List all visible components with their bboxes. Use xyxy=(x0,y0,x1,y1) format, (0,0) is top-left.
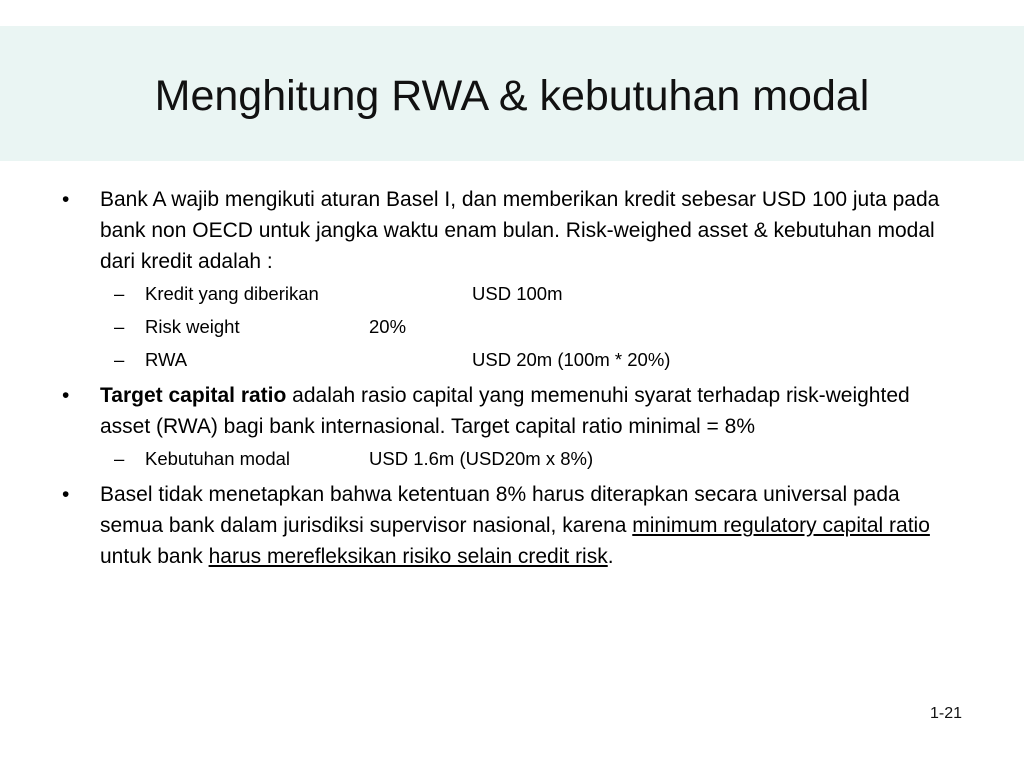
bullet-marker: • xyxy=(62,188,70,211)
sub-item-value: 20% xyxy=(369,316,407,337)
sub-item-value: USD 1.6m (USD20m x 8%) xyxy=(369,448,594,469)
bullet-text: . xyxy=(607,545,614,568)
sub-item-label: Kredit yang diberikan xyxy=(145,283,319,304)
sub-item-dash: – xyxy=(114,349,125,370)
sub-item-risk-weight xyxy=(62,314,942,340)
sub-item-label: RWA xyxy=(145,349,188,370)
sub-item-dash: – xyxy=(114,283,125,304)
bullet-text: adalah rasio capital yang memenuhi syarat terhadap risk-weighted asset (RWA) bagi bank internasional. Target capital ratio minimal = 8% xyxy=(100,384,910,438)
bullet-text: Bank A wajib mengikuti aturan Basel I, dan memberikan kredit sebesar USD 100 juta pada bank non OECD untuk jangka waktu enam bulan. Risk-weighed asset & kebutuhan modal dari kredit adalah : xyxy=(100,188,940,273)
sub-item-rwa xyxy=(62,347,942,373)
bullet-text: Basel tidak menetapkan bahwa ketentuan 8% harus diterapkan secara universal pada semua bank dalam jurisdiksi supervisor nasional, karena xyxy=(100,483,900,537)
bullet-item-3 xyxy=(62,479,942,572)
bullet-text: untuk bank xyxy=(100,545,209,568)
sub-item-label: Risk weight xyxy=(145,316,240,337)
sub-item-value: USD 100m xyxy=(472,283,563,304)
underlined-term-capital-ratio: minimum regulatory capital ratio xyxy=(632,514,930,537)
bullet-marker: • xyxy=(62,483,70,506)
sub-item-dash: – xyxy=(114,316,125,337)
sub-item-label: Kebutuhan modal xyxy=(145,448,291,469)
bullet-bold-term: Target capital ratio xyxy=(100,384,287,407)
bullet-marker: • xyxy=(62,384,70,407)
bullet-item-2 xyxy=(62,380,942,442)
sub-item-kredit xyxy=(62,281,942,307)
underlined-term-risk: harus merefleksikan risiko selain credit risk xyxy=(208,545,608,568)
bullet-item-1 xyxy=(62,184,942,277)
page-number: 1-21 xyxy=(929,705,962,722)
sub-item-dash: – xyxy=(114,448,125,469)
sub-item-kebutuhan-modal xyxy=(62,446,942,472)
slide-body xyxy=(62,184,942,576)
sub-item-value: USD 20m (100m * 20%) xyxy=(472,349,671,370)
slide-title: Menghitung RWA & kebutuhan modal xyxy=(154,72,870,120)
